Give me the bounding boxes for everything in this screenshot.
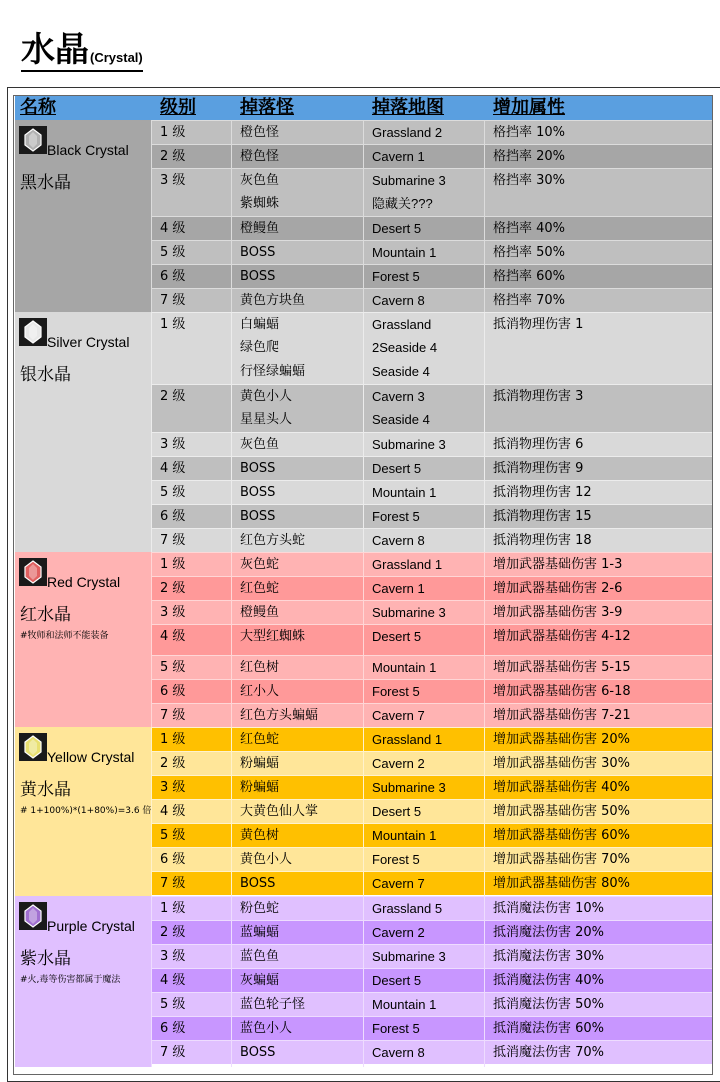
monster-cell: 红小人 xyxy=(240,684,280,699)
level-cell: 5 级 xyxy=(160,485,186,500)
monster-cell: 橙鳗鱼 xyxy=(240,605,280,620)
monster-cell: 行怪绿蝙蝠 xyxy=(240,364,306,379)
level-cell: 6 级 xyxy=(160,852,186,867)
column-divider xyxy=(484,120,485,312)
attribute-cell: 增加武器基础伤害 6-18 xyxy=(493,684,631,699)
attribute-cell: 格挡率 20% xyxy=(493,149,566,164)
attribute-cell: 增加武器基础伤害 4-12 xyxy=(493,629,631,644)
level-cell: 1 级 xyxy=(160,317,186,332)
crystal-en-name: Red Crystal xyxy=(47,574,121,590)
map-cell: Submarine 3 xyxy=(372,437,446,452)
monster-cell: 灰蝙蝠 xyxy=(240,973,280,988)
header-level: 级别 xyxy=(160,97,196,118)
level-cell: 3 级 xyxy=(160,605,186,620)
monster-cell: 蓝蝙蝠 xyxy=(240,925,280,940)
crystal-name-cell xyxy=(15,120,151,312)
level-cell: 1 级 xyxy=(160,901,186,916)
table-row xyxy=(151,504,712,528)
monster-cell: 绿色爬 xyxy=(240,340,280,355)
level-cell: 7 级 xyxy=(160,876,186,891)
table-subrow xyxy=(151,192,712,216)
attribute-cell: 抵消物理伤害 6 xyxy=(493,437,584,452)
table-row xyxy=(151,703,712,727)
monster-cell: 蓝色鱼 xyxy=(240,949,280,964)
monster-cell: 橙色怪 xyxy=(240,125,280,140)
attribute-cell: 抵消物理伤害 1 xyxy=(493,317,584,332)
monster-cell: 粉蝙蝠 xyxy=(240,756,280,771)
crystal-red-icon xyxy=(19,558,47,586)
table-header xyxy=(15,96,712,120)
monster-cell: 紫蜘蛛 xyxy=(240,196,280,211)
table-row xyxy=(151,727,712,751)
monster-cell: 粉蝙蝠 xyxy=(240,780,280,795)
map-cell: Forest 5 xyxy=(372,684,420,699)
crystal-group-purple xyxy=(15,896,712,1067)
monster-cell: 黄色小人 xyxy=(240,852,293,867)
crystal-zh-name: 银水晶 xyxy=(20,365,71,385)
monster-cell: 红色蛇 xyxy=(240,732,280,747)
table-row xyxy=(151,120,712,144)
map-cell: Desert 5 xyxy=(372,629,422,644)
table-row xyxy=(151,216,712,240)
monster-cell: BOSS xyxy=(240,1045,276,1060)
column-divider xyxy=(484,727,485,896)
table-row xyxy=(151,144,712,168)
attribute-cell: 抵消物理伤害 9 xyxy=(493,461,584,476)
column-divider xyxy=(363,896,364,1067)
table-row xyxy=(151,871,712,895)
table-row xyxy=(151,264,712,288)
column-divider xyxy=(231,727,232,896)
map-cell: Cavern 2 xyxy=(372,756,425,771)
attribute-cell: 格挡率 70% xyxy=(493,293,566,308)
monster-cell: BOSS xyxy=(240,269,276,284)
crystal-name-cell xyxy=(15,312,151,552)
crystal-name-cell xyxy=(15,727,151,896)
level-cell: 2 级 xyxy=(160,925,186,940)
table-row xyxy=(151,528,712,552)
monster-cell: 红色方头蛇 xyxy=(240,533,306,548)
monster-cell: 大黄色仙人掌 xyxy=(240,804,319,819)
table-row xyxy=(151,480,712,504)
level-cell: 3 级 xyxy=(160,437,186,452)
table-row xyxy=(151,847,712,871)
column-divider xyxy=(231,896,232,1067)
level-cell: 7 级 xyxy=(160,708,186,723)
attribute-cell: 格挡率 10% xyxy=(493,125,566,140)
map-cell: Mountain 1 xyxy=(372,485,437,500)
table-row xyxy=(151,576,712,600)
crystal-name-cell xyxy=(15,896,151,1067)
monster-cell: BOSS xyxy=(240,485,276,500)
monster-cell: 灰色鱼 xyxy=(240,437,280,452)
table-row xyxy=(151,624,712,655)
map-cell: Grassland 2 xyxy=(372,125,443,140)
table-row xyxy=(151,655,712,679)
title-en: (Crystal) xyxy=(90,50,143,65)
attribute-cell: 增加武器基础伤害 70% xyxy=(493,852,631,867)
level-cell: 3 级 xyxy=(160,780,186,795)
monster-cell: 黄色小人 xyxy=(240,389,293,404)
level-cell: 5 级 xyxy=(160,997,186,1012)
attribute-cell: 增加武器基础伤害 3-9 xyxy=(493,605,623,620)
map-cell: Mountain 1 xyxy=(372,997,437,1012)
map-cell: Cavern 1 xyxy=(372,581,425,596)
attribute-cell: 增加武器基础伤害 1-3 xyxy=(493,557,623,572)
level-cell: 5 级 xyxy=(160,828,186,843)
level-cell: 1 级 xyxy=(160,732,186,747)
table-row xyxy=(151,456,712,480)
map-cell: Grassland xyxy=(372,317,432,332)
crystal-yellow-icon xyxy=(19,733,47,761)
table-row xyxy=(151,799,712,823)
attribute-cell: 增加武器基础伤害 80% xyxy=(493,876,631,891)
map-cell: Submarine 3 xyxy=(372,173,446,188)
table-row xyxy=(151,823,712,847)
level-cell: 4 级 xyxy=(160,973,186,988)
column-divider xyxy=(151,896,152,1067)
header-map: 掉落地图 xyxy=(372,97,444,118)
table-row xyxy=(151,679,712,703)
monster-cell: BOSS xyxy=(240,876,276,891)
monster-cell: 橙鳗鱼 xyxy=(240,221,280,236)
table-row xyxy=(151,1040,712,1064)
attribute-cell: 增加武器基础伤害 2-6 xyxy=(493,581,623,596)
monster-cell: 红色方头蝙蝠 xyxy=(240,708,319,723)
attribute-cell: 格挡率 60% xyxy=(493,269,566,284)
level-cell: 5 级 xyxy=(160,660,186,675)
crystal-note: #牧师和法师不能装备 xyxy=(20,631,109,641)
title-zh: 水晶 xyxy=(21,30,89,70)
crystal-note: # 1+100%)*(1+80%)=3.6 倍 xyxy=(20,806,152,816)
attribute-cell: 抵消魔法伤害 40% xyxy=(493,973,605,988)
map-cell: Desert 5 xyxy=(372,804,422,819)
column-divider xyxy=(151,552,152,727)
attribute-cell: 抵消魔法伤害 70% xyxy=(493,1045,605,1060)
level-cell: 2 级 xyxy=(160,149,186,164)
table-row xyxy=(151,896,712,920)
column-divider xyxy=(151,727,152,896)
table-subrow xyxy=(151,336,712,360)
monster-cell: BOSS xyxy=(240,461,276,476)
table-subrow xyxy=(151,408,712,432)
map-cell: Grassland 5 xyxy=(372,901,443,916)
attribute-cell: 抵消物理伤害 18 xyxy=(493,533,592,548)
column-divider xyxy=(151,120,152,312)
map-cell: Forest 5 xyxy=(372,852,420,867)
map-cell: Submarine 3 xyxy=(372,949,446,964)
attribute-cell: 增加武器基础伤害 5-15 xyxy=(493,660,631,675)
map-cell: Desert 5 xyxy=(372,221,422,236)
monster-cell: 蓝色小人 xyxy=(240,1021,293,1036)
column-divider xyxy=(231,552,232,727)
level-cell: 6 级 xyxy=(160,684,186,699)
map-cell: Cavern 1 xyxy=(372,149,425,164)
attribute-cell: 格挡率 30% xyxy=(493,173,566,188)
map-cell: Desert 5 xyxy=(372,973,422,988)
column-divider xyxy=(363,312,364,552)
monster-cell: 蓝色轮子怪 xyxy=(240,997,306,1012)
level-cell: 2 级 xyxy=(160,756,186,771)
table-subrow xyxy=(151,360,712,384)
attribute-cell: 抵消物理伤害 15 xyxy=(493,509,592,524)
monster-cell: 橙色怪 xyxy=(240,149,280,164)
column-divider xyxy=(484,896,485,1067)
crystal-zh-name: 黄水晶 xyxy=(20,780,71,800)
crystal-zh-name: 黑水晶 xyxy=(20,173,71,193)
level-cell: 1 级 xyxy=(160,125,186,140)
map-cell: Cavern 8 xyxy=(372,1045,425,1060)
map-cell: Seaside 4 xyxy=(372,412,430,427)
map-cell: Desert 5 xyxy=(372,461,422,476)
table-row xyxy=(151,432,712,456)
header-attribute: 增加属性 xyxy=(493,97,565,118)
level-cell: 4 级 xyxy=(160,221,186,236)
table-row xyxy=(151,1016,712,1040)
level-cell: 3 级 xyxy=(160,173,186,188)
table-row xyxy=(151,944,712,968)
map-cell: 隐藏关??? xyxy=(372,196,433,211)
attribute-cell: 抵消魔法伤害 50% xyxy=(493,997,605,1012)
level-cell: 3 级 xyxy=(160,949,186,964)
map-cell: Cavern 7 xyxy=(372,876,425,891)
crystal-en-name: Silver Crystal xyxy=(47,334,130,350)
level-cell: 7 级 xyxy=(160,293,186,308)
map-cell: Forest 5 xyxy=(372,269,420,284)
attribute-cell: 增加武器基础伤害 7-21 xyxy=(493,708,631,723)
map-cell: Seaside 4 xyxy=(372,364,430,379)
map-cell: Mountain 1 xyxy=(372,828,437,843)
map-cell: Cavern 8 xyxy=(372,293,425,308)
crystal-en-name: Black Crystal xyxy=(47,142,129,158)
level-cell: 4 级 xyxy=(160,461,186,476)
attribute-cell: 格挡率 40% xyxy=(493,221,566,236)
level-cell: 7 级 xyxy=(160,533,186,548)
column-divider xyxy=(484,312,485,552)
column-divider xyxy=(363,552,364,727)
attribute-cell: 增加武器基础伤害 40% xyxy=(493,780,631,795)
attribute-cell: 增加武器基础伤害 20% xyxy=(493,732,631,747)
column-divider xyxy=(363,727,364,896)
level-cell: 6 级 xyxy=(160,509,186,524)
column-divider xyxy=(363,120,364,312)
map-cell: Grassland 1 xyxy=(372,557,443,572)
table-row xyxy=(151,600,712,624)
crystal-black-icon xyxy=(19,126,47,154)
crystal-group-silver xyxy=(15,312,712,552)
map-cell: Forest 5 xyxy=(372,509,420,524)
monster-cell: 灰色蛇 xyxy=(240,557,280,572)
attribute-cell: 抵消魔法伤害 60% xyxy=(493,1021,605,1036)
monster-cell: 大型红蜘蛛 xyxy=(240,629,306,644)
monster-cell: BOSS xyxy=(240,245,276,260)
map-cell: Cavern 8 xyxy=(372,533,425,548)
monster-cell: 红色树 xyxy=(240,660,280,675)
level-cell: 2 级 xyxy=(160,389,186,404)
map-cell: Submarine 3 xyxy=(372,605,446,620)
crystal-zh-name: 红水晶 xyxy=(20,605,71,625)
crystal-silver-icon xyxy=(19,318,47,346)
level-cell: 6 级 xyxy=(160,269,186,284)
attribute-cell: 抵消魔法伤害 30% xyxy=(493,949,605,964)
map-cell: Cavern 2 xyxy=(372,925,425,940)
monster-cell: 黄色方块鱼 xyxy=(240,293,306,308)
map-cell: Grassland 1 xyxy=(372,732,443,747)
column-divider xyxy=(484,552,485,727)
header-name: 名称 xyxy=(20,97,56,118)
map-cell: Mountain 1 xyxy=(372,245,437,260)
attribute-cell: 抵消物理伤害 12 xyxy=(493,485,592,500)
map-cell: 2Seaside 4 xyxy=(372,340,438,355)
attribute-cell: 抵消物理伤害 3 xyxy=(493,389,584,404)
level-cell: 4 级 xyxy=(160,629,186,644)
level-cell: 6 级 xyxy=(160,1021,186,1036)
monster-cell: 黄色树 xyxy=(240,828,280,843)
level-cell: 2 级 xyxy=(160,581,186,596)
level-cell: 5 级 xyxy=(160,245,186,260)
table-row xyxy=(151,920,712,944)
column-divider xyxy=(231,120,232,312)
crystal-name-cell xyxy=(15,552,151,727)
monster-cell: 灰色鱼 xyxy=(240,173,280,188)
crystal-note: #火,毒等伤害都属于魔法 xyxy=(20,975,121,985)
attribute-cell: 增加武器基础伤害 30% xyxy=(493,756,631,771)
level-cell: 4 级 xyxy=(160,804,186,819)
attribute-cell: 格挡率 50% xyxy=(493,245,566,260)
map-cell: Submarine 3 xyxy=(372,780,446,795)
crystal-zh-name: 紫水晶 xyxy=(20,949,71,969)
table-row xyxy=(151,751,712,775)
attribute-cell: 抵消魔法伤害 20% xyxy=(493,925,605,940)
monster-cell: BOSS xyxy=(240,509,276,524)
table-row xyxy=(151,968,712,992)
table-row xyxy=(151,288,712,312)
attribute-cell: 增加武器基础伤害 50% xyxy=(493,804,631,819)
attribute-cell: 抵消魔法伤害 10% xyxy=(493,901,605,916)
monster-cell: 星星头人 xyxy=(240,412,293,427)
page-title xyxy=(21,24,143,72)
monster-cell: 白蝙蝠 xyxy=(240,317,280,332)
table-row xyxy=(151,240,712,264)
crystal-group-yellow xyxy=(15,727,712,896)
column-divider xyxy=(231,312,232,552)
crystal-en-name: Purple Crystal xyxy=(47,918,135,934)
crystal-group-red xyxy=(15,552,712,727)
table-row xyxy=(151,552,712,576)
monster-cell: 红色蛇 xyxy=(240,581,280,596)
level-cell: 1 级 xyxy=(160,557,186,572)
crystal-en-name: Yellow Crystal xyxy=(47,749,135,765)
monster-cell: 粉色蛇 xyxy=(240,901,280,916)
map-cell: Forest 5 xyxy=(372,1021,420,1036)
crystal-group-black xyxy=(15,120,712,312)
level-cell: 7 级 xyxy=(160,1045,186,1060)
column-divider xyxy=(151,312,152,552)
map-cell: Cavern 3 xyxy=(372,389,425,404)
table-row xyxy=(151,775,712,799)
header-monster: 掉落怪 xyxy=(240,97,294,118)
crystal-purple-icon xyxy=(19,902,47,930)
map-cell: Cavern 7 xyxy=(372,708,425,723)
table-row xyxy=(151,992,712,1016)
map-cell: Mountain 1 xyxy=(372,660,437,675)
attribute-cell: 增加武器基础伤害 60% xyxy=(493,828,631,843)
